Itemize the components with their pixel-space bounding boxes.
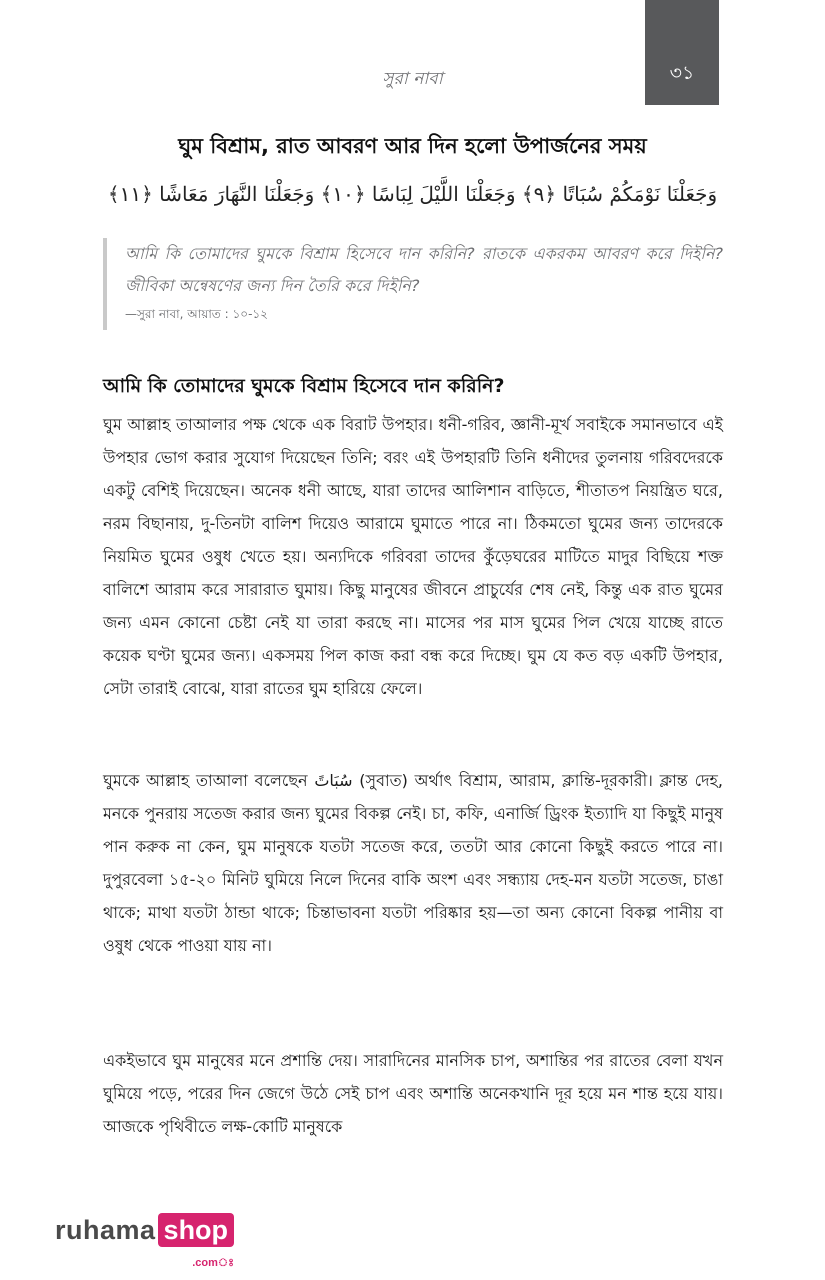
quote-source: —সুরা নাবা, আয়াত : ১০-১২: [125, 307, 268, 321]
logo-shop: shop: [163, 1215, 229, 1245]
logo-suffix: .comঃ: [192, 1257, 235, 1269]
paragraph: একইভাবে ঘুম মানুষের মনে প্রশান্তি দেয়। সারাদিনের মানসিক চাপ, অশান্তির পর রাতের বেলা যখন ঘুমিয়ে পড়ে, পরের দিন জেগে উঠে সেই চাপ এবং অশান্তি অনেকখানি দূর হয়ে মন শান্ত হয়ে যায়। আজকে পৃথিবীতে লক্ষ-কোটি মানুষকে: [103, 1051, 723, 1136]
paragraph: ঘুমকে আল্লাহ তাআলা বলেছেন سُبَاتً (সুবাত) অর্থাৎ বিশ্রাম, আরাম, ক্লান্তি-দূরকারী। ক্লান্ত দেহ, মনকে পুনরায় সতেজ করার জন্য ঘুমের বিকল্প নেই। চা, কফি, এনার্জি ড্রিংক ইত্যাদি যা কিছুই মানুষ পান করুক না কেন, ঘুম মানুষকে যতটা সতেজ করে, ততটা আর কোনো কিছুই করতে পারে না। দুপুরবেলা ১৫-২০ মিনিট ঘুমিয়ে নিলে দিনের বাকি অংশ এবং সন্ধ্যায় দেহ-মন যতটা সতেজ, চাঙা থাকে; মাথা যতটা ঠান্ডা থাকে; চিন্তাভাবনা যতটা পরিষ্কার হয়—তা অন্য কোনো বিকল্প পানীয় বা ওষুধ থেকে পাওয়া যায় না।: [103, 771, 723, 955]
publisher-logo: [55, 1213, 235, 1269]
translation-quote: [103, 238, 723, 330]
page-number: ৩১: [669, 62, 695, 84]
logo-text-left: ruhama: [55, 1215, 156, 1245]
sub-heading: আমি কি তোমাদের ঘুমকে বিশ্রাম হিসেবে দান করিনি?: [103, 375, 505, 397]
logo-text-right: [158, 1213, 235, 1269]
quote-text: আমি কি তোমাদের ঘুমকে বিশ্রাম হিসেবে দান করিনি? রাতকে একরকম আবরণ করে দিইনি? জীবিকা অন্বেষণের জন্য দিন তৈরি করে দিইনি?: [125, 244, 723, 295]
arabic-verse: وَجَعَلْنَا نَوْمَكُمْ سُبَاتًا ﴿٩﴾ وَجَعَلْنَا اللَّيْلَ لِبَاسًا ﴿١٠﴾ وَجَعَلْنَا النَّهَارَ مَعَاشًا ﴿١١﴾: [107, 182, 718, 206]
running-header: সুরা নাবা: [382, 69, 443, 89]
paragraph: ঘুম আল্লাহ তাআলার পক্ষ থেকে এক বিরাট উপহার। ধনী-গরিব, জ্ঞানী-মূর্খ সবাইকে সমানভাবে এই উপহার ভোগ করার সুযোগ দিয়েছেন তিনি; বরং এই উপহারটি তিনি ধনীদের তুলনায় গরিবদেরকে একটু বেশিই দিয়েছেন। অনেক ধনী আছে, যারা তাদের আলিশান বাড়িতে, শীতাতপ নিয়ন্ত্রিত ঘরে, নরম বিছানায়, দু-তিনটা বালিশ দিয়েও আরামে ঘুমাতে পারে না। ঠিকমতো ঘুমের জন্য তাদেরকে নিয়মিত ঘুমের ওষুধ খেতে হয়। অন্যদিকে গরিবরা তাদের কুঁড়েঘরের মাটিতে মাদুর বিছিয়ে শক্ত বালিশে আরাম করে সারারাত ঘুমায়। কিছু মানুষের জীবনে প্রাচুর্যের শেষ নেই, কিন্তু এক রাত ঘুমের জন্য এমন কোনো চেষ্টা নেই যা তারা করছে না। মাসের পর মাস ঘুমের পিল খেয়ে যাচ্ছে রাতে কয়েক ঘণ্টা ঘুমের জন্য। একসময় পিল কাজ করা বন্ধ করে দিচ্ছে। ঘুম যে কত বড় একটি উপহার, সেটা তারাই বোঝে, যারা রাতের ঘুম হারিয়ে ফেলে।: [103, 415, 723, 698]
section-title: ঘুম বিশ্রাম, রাত আবরণ আর দিন হলো উপার্জনের সময়: [178, 134, 647, 158]
